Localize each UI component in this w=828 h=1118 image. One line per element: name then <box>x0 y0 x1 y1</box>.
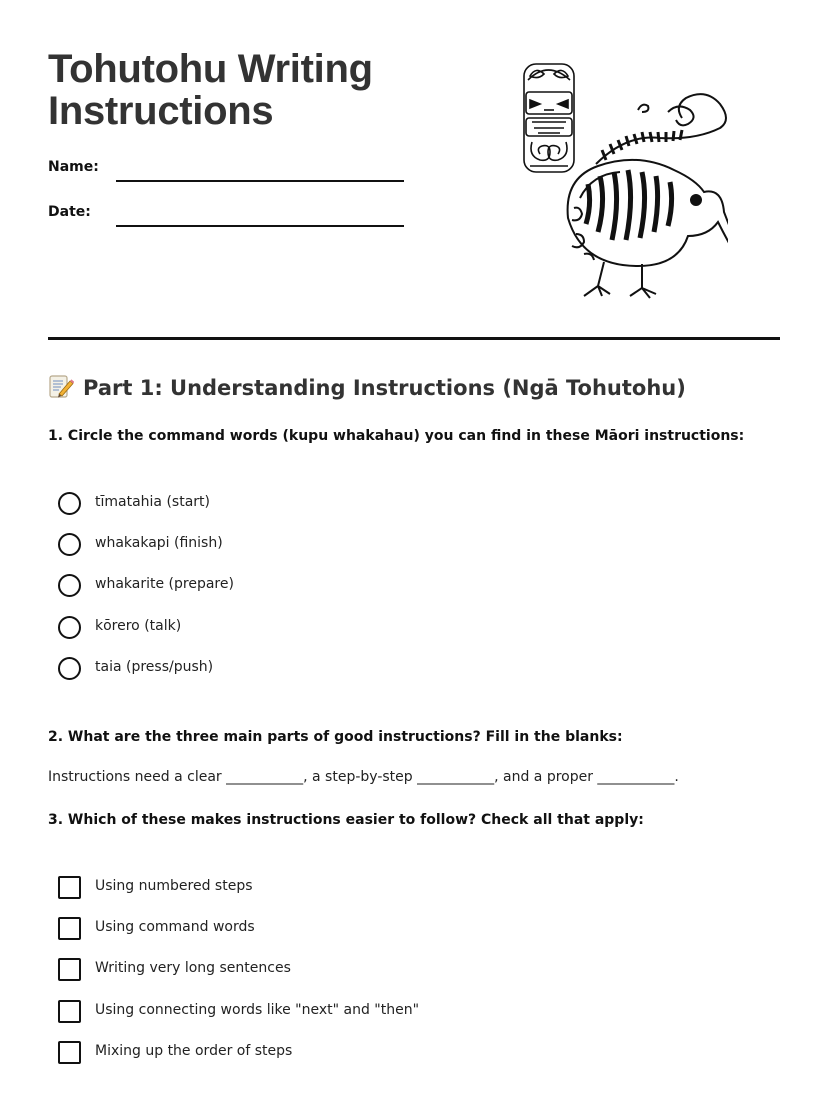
date-write-line[interactable] <box>116 225 404 227</box>
checkbox[interactable] <box>58 1000 81 1023</box>
q1-option[interactable] <box>58 616 658 642</box>
question-3-prompt: 3. Which of these makes instructions easier to follow? Check all that apply: <box>48 812 644 828</box>
checkbox[interactable] <box>58 876 81 899</box>
checkbox[interactable] <box>58 958 81 981</box>
tiki-figure-icon <box>524 64 574 172</box>
name-write-line[interactable] <box>116 180 404 182</box>
q3-option-label: Using numbered steps <box>95 878 253 894</box>
question-2-prompt: 2. What are the three main parts of good instructions? Fill in the blanks: <box>48 729 623 745</box>
q3-option[interactable] <box>58 1000 658 1026</box>
q1-option[interactable] <box>58 574 658 600</box>
checkbox[interactable] <box>58 917 81 940</box>
kiwi-bird-icon <box>568 160 728 298</box>
memo-pencil-icon <box>48 373 74 399</box>
q1-option[interactable] <box>58 657 658 683</box>
q3-option-label: Using command words <box>95 919 255 935</box>
q3-option-label: Mixing up the order of steps <box>95 1043 293 1059</box>
part-1-heading <box>48 373 686 400</box>
fill-in-blank-sentence: Instructions need a clear ___________, a step-by-step ___________, and a proper ___________. <box>48 769 679 785</box>
worksheet-page <box>48 0 780 1118</box>
q1-option-label: whakarite (prepare) <box>95 576 234 592</box>
maori-kiwi-and-tiki-illustration-icon <box>518 58 728 303</box>
q1-option[interactable] <box>58 492 658 518</box>
date-field <box>48 200 408 228</box>
q3-option[interactable] <box>58 917 658 943</box>
koru-spiral-icon <box>596 94 726 164</box>
part-1-heading-text: Part 1: Understanding Instructions (Ngā Tohutohu) <box>83 376 686 400</box>
q1-option-label: taia (press/push) <box>95 659 214 675</box>
circle-bubble[interactable] <box>58 616 81 639</box>
q3-option-label: Using connecting words like "next" and "then" <box>95 1002 420 1018</box>
question-1-prompt: 1. Circle the command words (kupu whakahau) you can find in these Māori instructions: <box>48 428 745 444</box>
q1-option-label: tīmatahia (start) <box>95 494 210 510</box>
name-field <box>48 155 408 183</box>
name-label: Name: <box>48 159 99 175</box>
q1-option-label: kōrero (talk) <box>95 618 182 634</box>
circle-bubble[interactable] <box>58 574 81 597</box>
q3-option[interactable] <box>58 958 658 984</box>
circle-bubble[interactable] <box>58 533 81 556</box>
worksheet-title: Tohutohu Writing Instructions <box>48 47 373 133</box>
q3-option-label: Writing very long sentences <box>95 960 291 976</box>
circle-bubble[interactable] <box>58 657 81 680</box>
q3-option[interactable] <box>58 1041 658 1067</box>
q1-option-label: whakakapi (finish) <box>95 535 223 551</box>
header-divider <box>48 337 780 340</box>
q3-option[interactable] <box>58 876 658 902</box>
q1-option[interactable] <box>58 533 658 559</box>
circle-bubble[interactable] <box>58 492 81 515</box>
date-label: Date: <box>48 204 91 220</box>
checkbox[interactable] <box>58 1041 81 1064</box>
